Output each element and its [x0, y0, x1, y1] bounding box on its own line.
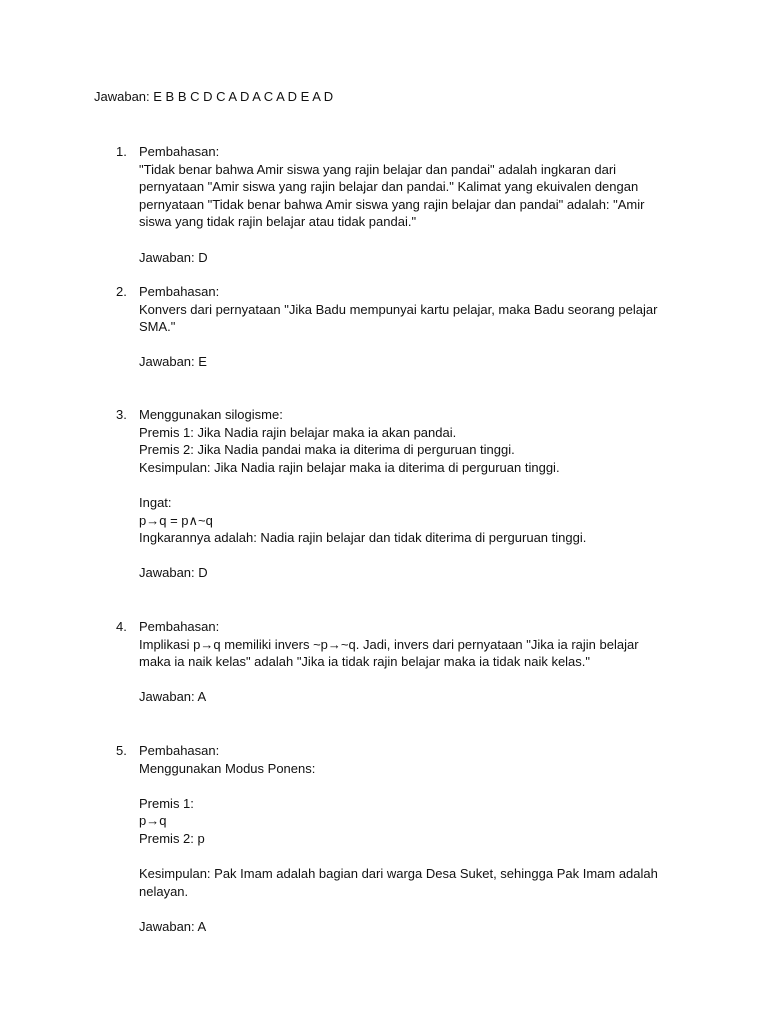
spacer	[139, 671, 656, 689]
item-text-line: pernyataan "Amir siswa yang rajin belajar dan pandai." Kalimat yang ekuivalen dengan	[139, 179, 639, 195]
item-heading: Pembahasan:	[139, 284, 220, 299]
item-number: 5.	[116, 743, 127, 758]
item-text-line: Konvers dari pernyataan "Jika Badu mempunyai kartu pelajar, maka Badu seorang pelajar	[139, 301, 658, 317]
item-heading: Pembahasan:	[139, 619, 220, 634]
item-extra-line: Premis 2: p	[139, 830, 205, 846]
item-body	[139, 283, 656, 371]
item-number: 4.	[116, 619, 127, 634]
spacer	[139, 547, 656, 565]
item-text-line: Menggunakan Modus Ponens:	[139, 760, 316, 776]
item-extra-line: Ingat:	[139, 494, 172, 510]
list-item	[116, 143, 656, 266]
item-extra-line: p→q = p∧~q	[139, 512, 213, 528]
spacer	[139, 777, 656, 795]
item-number: 1.	[116, 144, 127, 159]
list-item	[116, 742, 656, 936]
item-extra-line: Premis 1:	[139, 795, 194, 811]
item-answer: Jawaban: D	[139, 565, 208, 581]
answer-key: Jawaban: E B B C D C A D A C A D E A D	[94, 89, 334, 104]
item-body	[139, 618, 656, 706]
item-conclusion-line: nelayan.	[139, 883, 189, 899]
item-answer: Jawaban: E	[139, 354, 207, 370]
item-text-line: Kesimpulan: Jika Nadia rajin belajar maka ia diterima di perguruan tinggi.	[139, 459, 560, 475]
spacer	[139, 848, 656, 866]
item-heading: Menggunakan silogisme:	[139, 407, 283, 422]
item-extra-line: Ingkarannya adalah: Nadia rajin belajar dan tidak diterima di perguruan tinggi.	[139, 530, 587, 546]
item-text-line: Premis 1: Jika Nadia rajin belajar maka ia akan pandai.	[139, 424, 457, 440]
item-answer: Jawaban: A	[139, 689, 207, 705]
spacer	[139, 336, 656, 354]
item-number: 2.	[116, 284, 127, 299]
item-heading: Pembahasan:	[139, 144, 220, 159]
item-text-line: Premis 2: Jika Nadia pandai maka ia diterima di perguruan tinggi.	[139, 442, 515, 458]
item-body	[139, 406, 656, 582]
item-text-line: "Tidak benar bahwa Amir siswa yang rajin belajar dan pandai" adalah ingkaran dari	[139, 161, 617, 177]
item-answer: Jawaban: D	[139, 249, 208, 265]
item-heading: Pembahasan:	[139, 743, 220, 758]
item-conclusion-line: Kesimpulan: Pak Imam adalah bagian dari warga Desa Suket, sehingga Pak Imam adalah	[139, 866, 658, 882]
item-text-line: Implikasi p→q memiliki invers ~p→~q. Jadi, invers dari pernyataan "Jika ia rajin belajar	[139, 636, 639, 652]
spacer	[139, 231, 656, 249]
list-item	[116, 283, 656, 371]
item-extra-line: p→q	[139, 813, 167, 829]
list-item	[116, 618, 656, 706]
item-text-line: maka ia naik kelas" adalah "Jika ia tidak rajin belajar maka ia tidak naik kelas."	[139, 654, 591, 670]
item-body	[139, 143, 656, 266]
item-text-line: SMA."	[139, 319, 176, 335]
spacer	[139, 476, 656, 494]
item-answer: Jawaban: A	[139, 918, 207, 934]
item-text-line: pernyataan "Tidak benar bahwa Amir siswa yang rajin belajar dan pandai" adalah: "Amir	[139, 196, 645, 212]
list-item	[116, 406, 656, 582]
spacer	[139, 900, 656, 918]
item-text-line: siswa yang tidak rajin belajar atau tidak pandai."	[139, 214, 417, 230]
item-body	[139, 742, 656, 936]
item-number: 3.	[116, 407, 127, 422]
